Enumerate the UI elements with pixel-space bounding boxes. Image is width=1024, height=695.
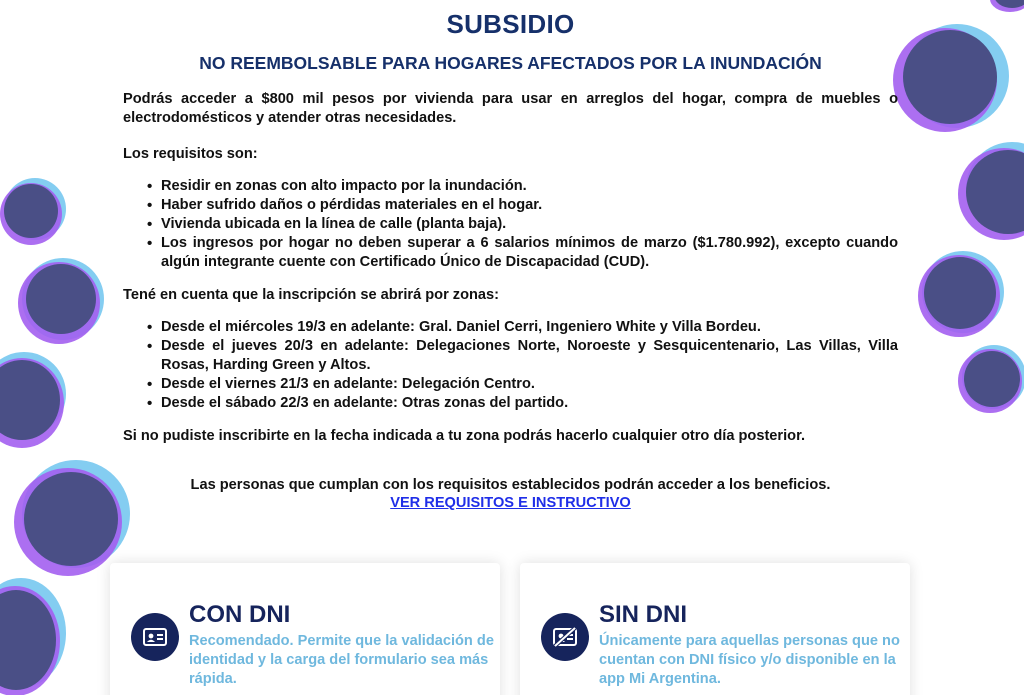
list-item: • Los ingresos por hogar no deben superar a 6 salarios mínimos de marzo ($1.780.992), excepto cuando algún integrante cuente con Certificado Único de Discapacidad (CUD). [123, 234, 898, 272]
list-item: • Residir en zonas con alto impacto por la inundación. [123, 177, 898, 196]
list-item: • Desde el jueves 20/3 en adelante: Delegaciones Norte, Noroeste y Sesquicentenario, Las Villas, Villa Rosas, Harding Green y Altos. [123, 337, 898, 375]
list-item: • Vivienda ubicada en la línea de calle (planta baja). [123, 215, 898, 234]
decorative-blob [0, 578, 66, 695]
decorative-blob [990, 0, 1024, 12]
card-title: CON DNI [189, 601, 291, 628]
page-title: SUBSIDIO [446, 9, 575, 39]
decorative-blob [958, 345, 1024, 415]
decorative-blob [893, 18, 1009, 134]
requirements-heading: Los requisitos son: [123, 146, 258, 162]
con-dni-card[interactable] [110, 563, 500, 695]
list-item: • Desde el sábado 22/3 en adelante: Otras zonas del partido. [123, 394, 898, 413]
id-card-icon [131, 613, 179, 661]
page-subtitle: NO REEMBOLSABLE PARA HOGARES AFECTADOS POR LA INUNDACIÓN [199, 53, 822, 73]
card-title: SIN DNI [599, 601, 688, 628]
card-description: Únicamente para aquellas personas que no cuentan con DNI físico y/o disponible en la app Mi Argentina. [599, 633, 900, 687]
zones-heading: Tené en cuenta que la inscripción se abrirá por zonas: [123, 287, 500, 303]
decorative-blob [0, 350, 66, 450]
card-description: Recomendado. Permite que la validación de identidad y la carga del formulario sea más rápida. [189, 633, 494, 687]
zones-list [123, 318, 898, 413]
decorative-blob [18, 258, 104, 344]
note-text: Si no pudiste inscribirte en la fecha indicada a tu zona podrás hacerlo cualquier otro día posterior. [123, 428, 806, 444]
decorative-blob [918, 251, 1004, 337]
list-item: • Desde el miércoles 19/3 en adelante: Gral. Daniel Cerri, Ingeniero White y Villa Bordeu. [123, 318, 898, 337]
view-requirements-link[interactable]: VER REQUISITOS E INSTRUCTIVO [390, 495, 631, 511]
decorative-blob [0, 178, 66, 248]
decorative-blob [14, 460, 130, 576]
intro-paragraph: Podrás acceder a $800 mil pesos por vivienda para usar en arreglos del hogar, compra de muebles o electrodomésticos y atender otras necesidades. [123, 91, 898, 126]
requirements-list [123, 177, 898, 272]
footer-text: Las personas que cumplan con los requisitos establecidos podrán acceder a los beneficios. [190, 477, 831, 493]
requirements-link-wrapper [123, 494, 898, 512]
list-item: • Haber sufrido daños o pérdidas materiales en el hogar. [123, 196, 898, 215]
sin-dni-card[interactable] [520, 563, 910, 695]
list-item: • Desde el viernes 21/3 en adelante: Delegación Centro. [123, 375, 898, 394]
decorative-blob [958, 142, 1024, 242]
id-card-crossed-icon [541, 613, 589, 661]
